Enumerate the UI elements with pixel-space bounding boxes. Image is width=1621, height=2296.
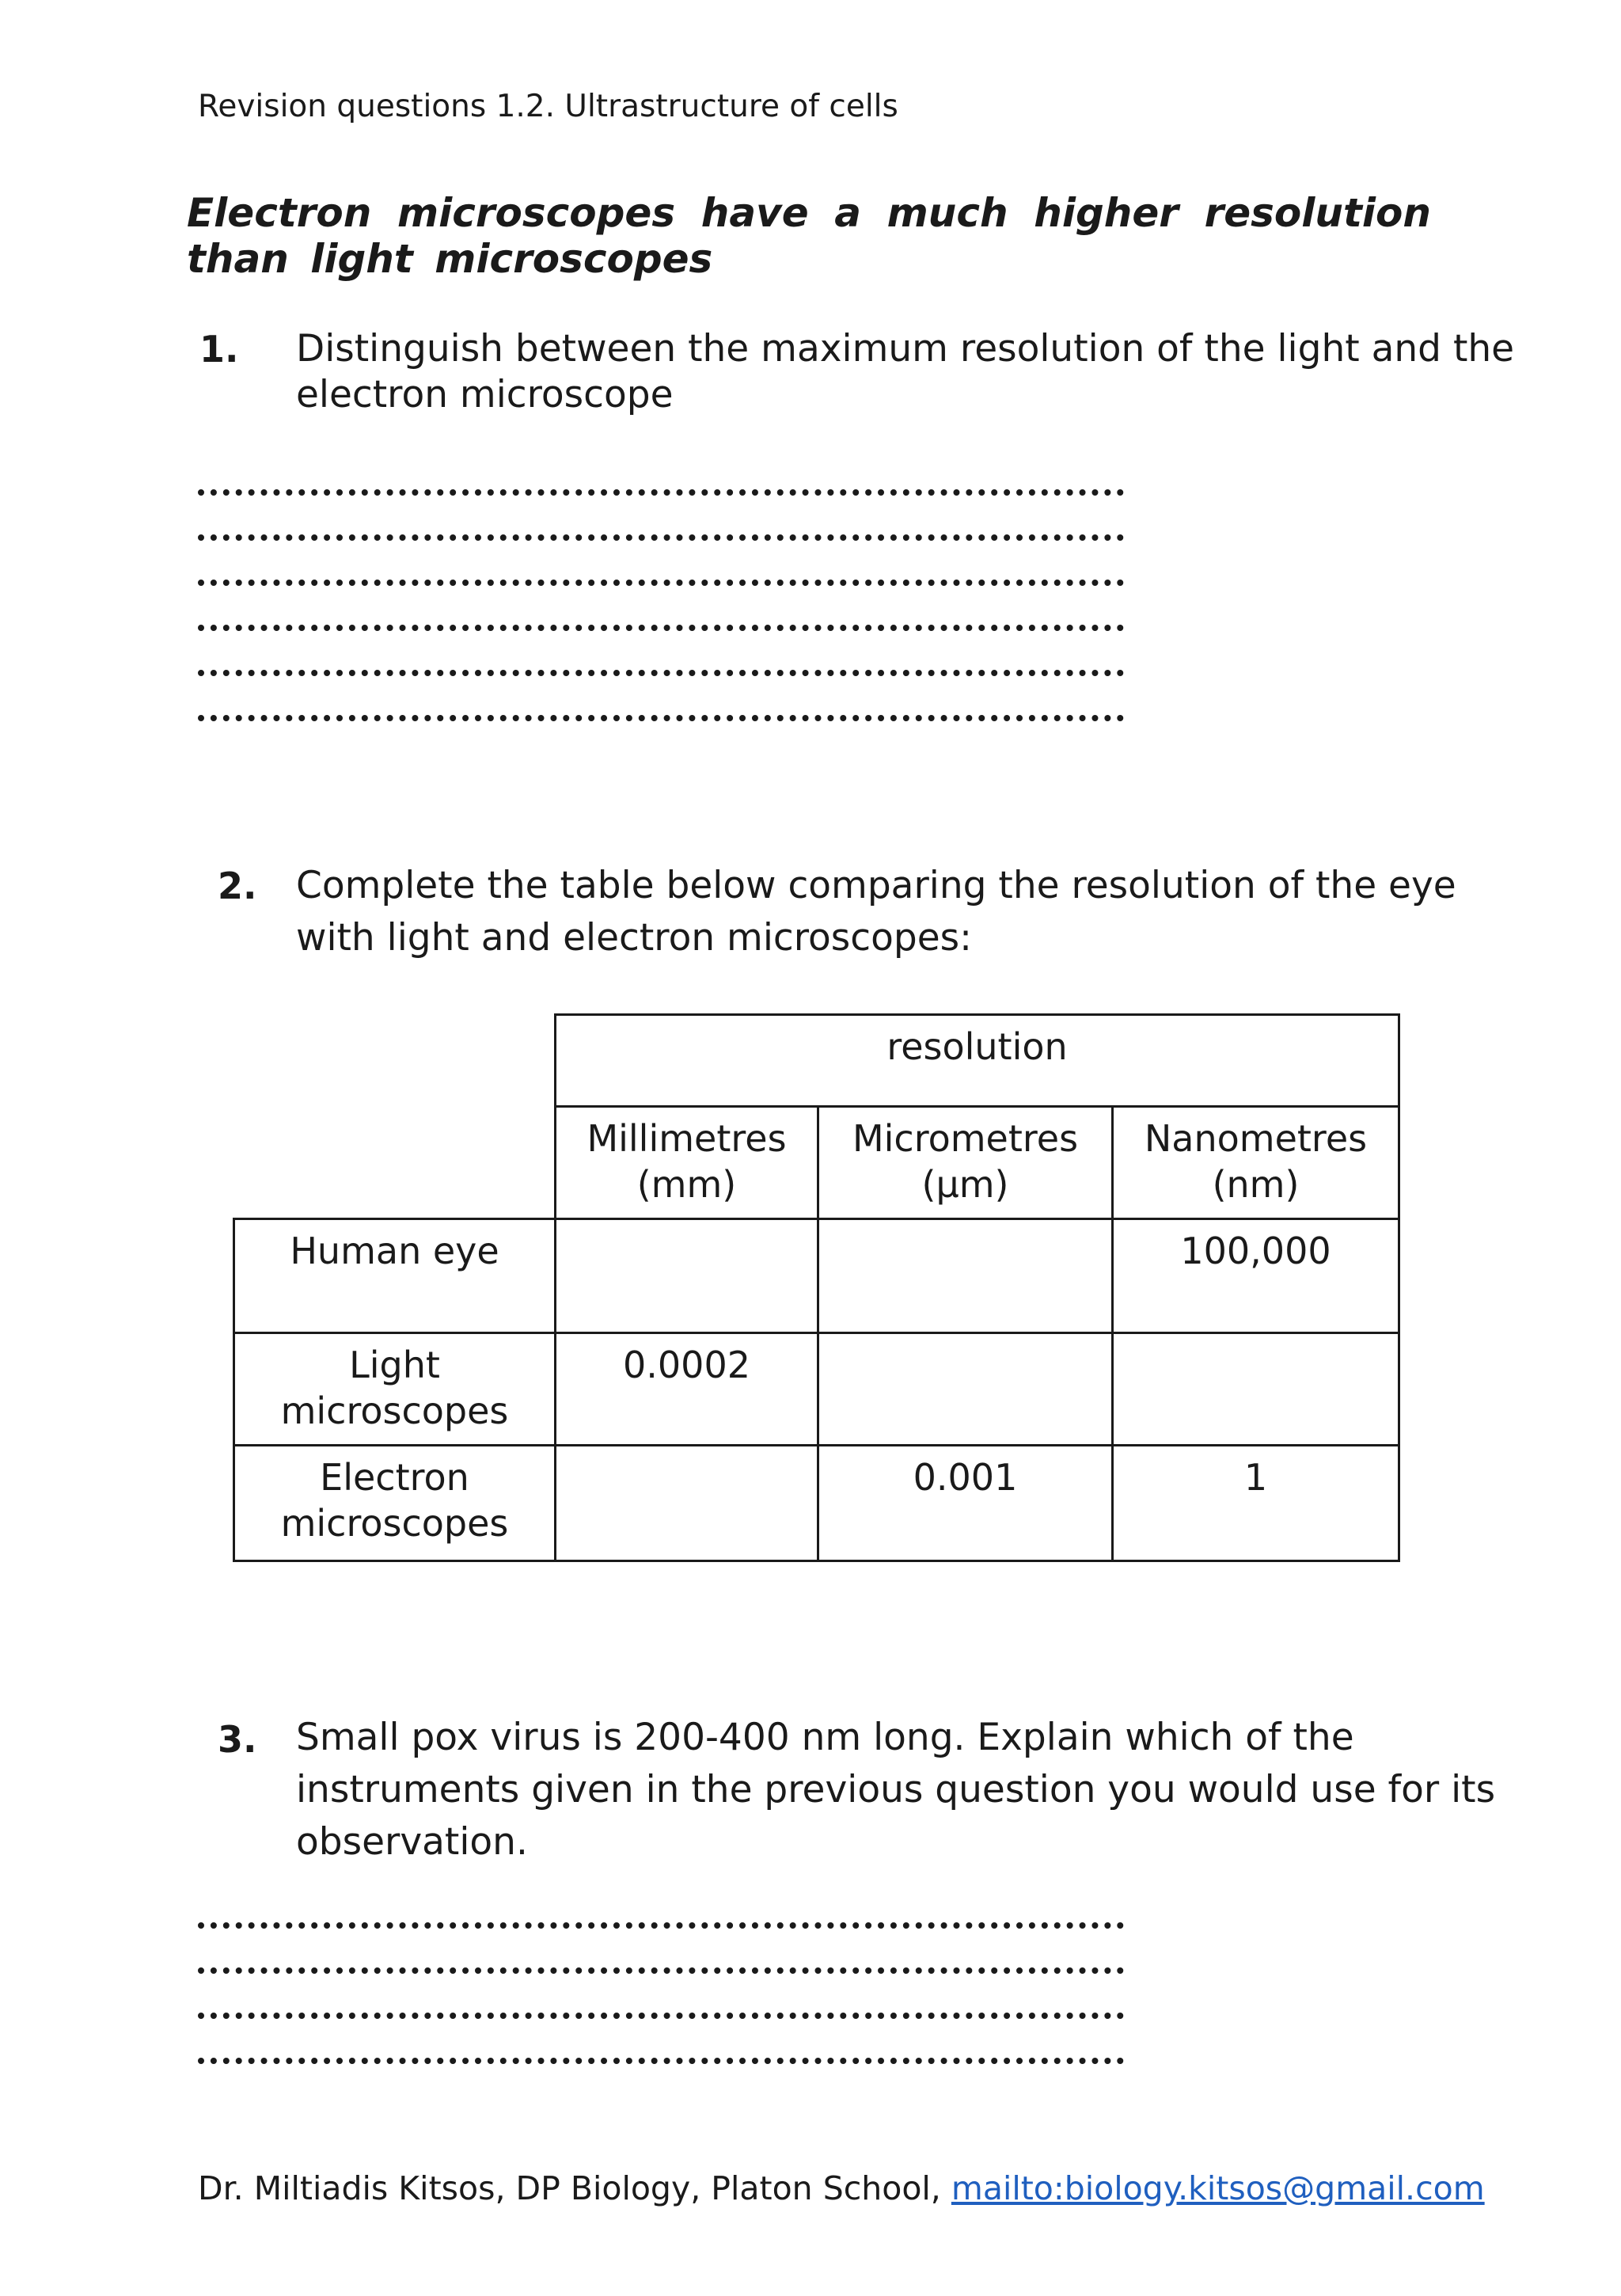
answer-line: [198, 580, 1124, 586]
table-cell[interactable]: [556, 1446, 818, 1561]
row-label-electron-microscopes: Electron microscopes: [234, 1446, 556, 1561]
question-2-text: [296, 860, 1456, 964]
question-3-text: [296, 1712, 1495, 1868]
question-3-number: 3.: [218, 1718, 257, 1761]
question-1-text: [296, 326, 1514, 418]
question-1-line: electron microscope: [296, 373, 674, 416]
table-row: [234, 1446, 1399, 1561]
table-cell[interactable]: [556, 1219, 818, 1333]
answer-line: [198, 2058, 1124, 2064]
answer-line: [198, 625, 1124, 631]
answer-line: [198, 534, 1124, 541]
answer-line: [198, 489, 1124, 496]
table-corner: [234, 1015, 556, 1107]
question-2-line: Complete the table below comparing the resolution of the eye: [296, 864, 1456, 907]
question-3-line: observation.: [296, 1820, 528, 1864]
answer-line: [198, 715, 1124, 721]
answer-line: [198, 670, 1124, 676]
question-1-line: Distinguish between the maximum resolution of the light and the: [296, 327, 1515, 371]
resolution-table: [233, 1013, 1400, 1562]
question-2-line: with light and electron microscopes:: [296, 916, 972, 960]
answer-line: [198, 1967, 1124, 1974]
table-cell[interactable]: [1113, 1333, 1399, 1446]
column-header-millimetres: Millimetres (mm): [556, 1107, 818, 1219]
section-subtitle: Electron microscopes have a much higher resolution than light microscopes: [187, 190, 1431, 282]
email-link[interactable]: mailto:biology.kitsos@gmail.com: [951, 2169, 1485, 2207]
question-3-line: instruments given in the previous question you would use for its: [296, 1768, 1496, 1811]
table-corner: [234, 1107, 556, 1219]
table-cell: 100,000: [1113, 1219, 1399, 1333]
footer-author: Dr. Miltiadis Kitsos, DP Biology, Platon School,: [198, 2169, 951, 2207]
table-cell: 0.001: [818, 1446, 1113, 1561]
row-label-human-eye: Human eye: [234, 1219, 556, 1333]
table-cell[interactable]: [818, 1333, 1113, 1446]
table-cell: 0.0002: [556, 1333, 818, 1446]
document-footer: [198, 2169, 1485, 2207]
table-row: [234, 1219, 1399, 1333]
resolution-group-header: resolution: [556, 1015, 1399, 1107]
column-header-nanometres: Nanometres (nm): [1113, 1107, 1399, 1219]
document-header: Revision questions 1.2. Ultrastructure of cells: [198, 89, 898, 124]
table-cell: 1: [1113, 1446, 1399, 1561]
table-cell[interactable]: [818, 1219, 1113, 1333]
question-3-line: Small pox virus is 200-400 nm long. Explain which of the: [296, 1716, 1354, 1759]
answer-line: [198, 2013, 1124, 2019]
question-2-number: 2.: [218, 865, 257, 907]
answer-line: [198, 1922, 1124, 1929]
row-label-light-microscopes: Light microscopes: [234, 1333, 556, 1446]
column-header-micrometres: Micrometres (μm): [818, 1107, 1113, 1219]
question-1-number: 1.: [199, 328, 239, 371]
table-row: [234, 1333, 1399, 1446]
